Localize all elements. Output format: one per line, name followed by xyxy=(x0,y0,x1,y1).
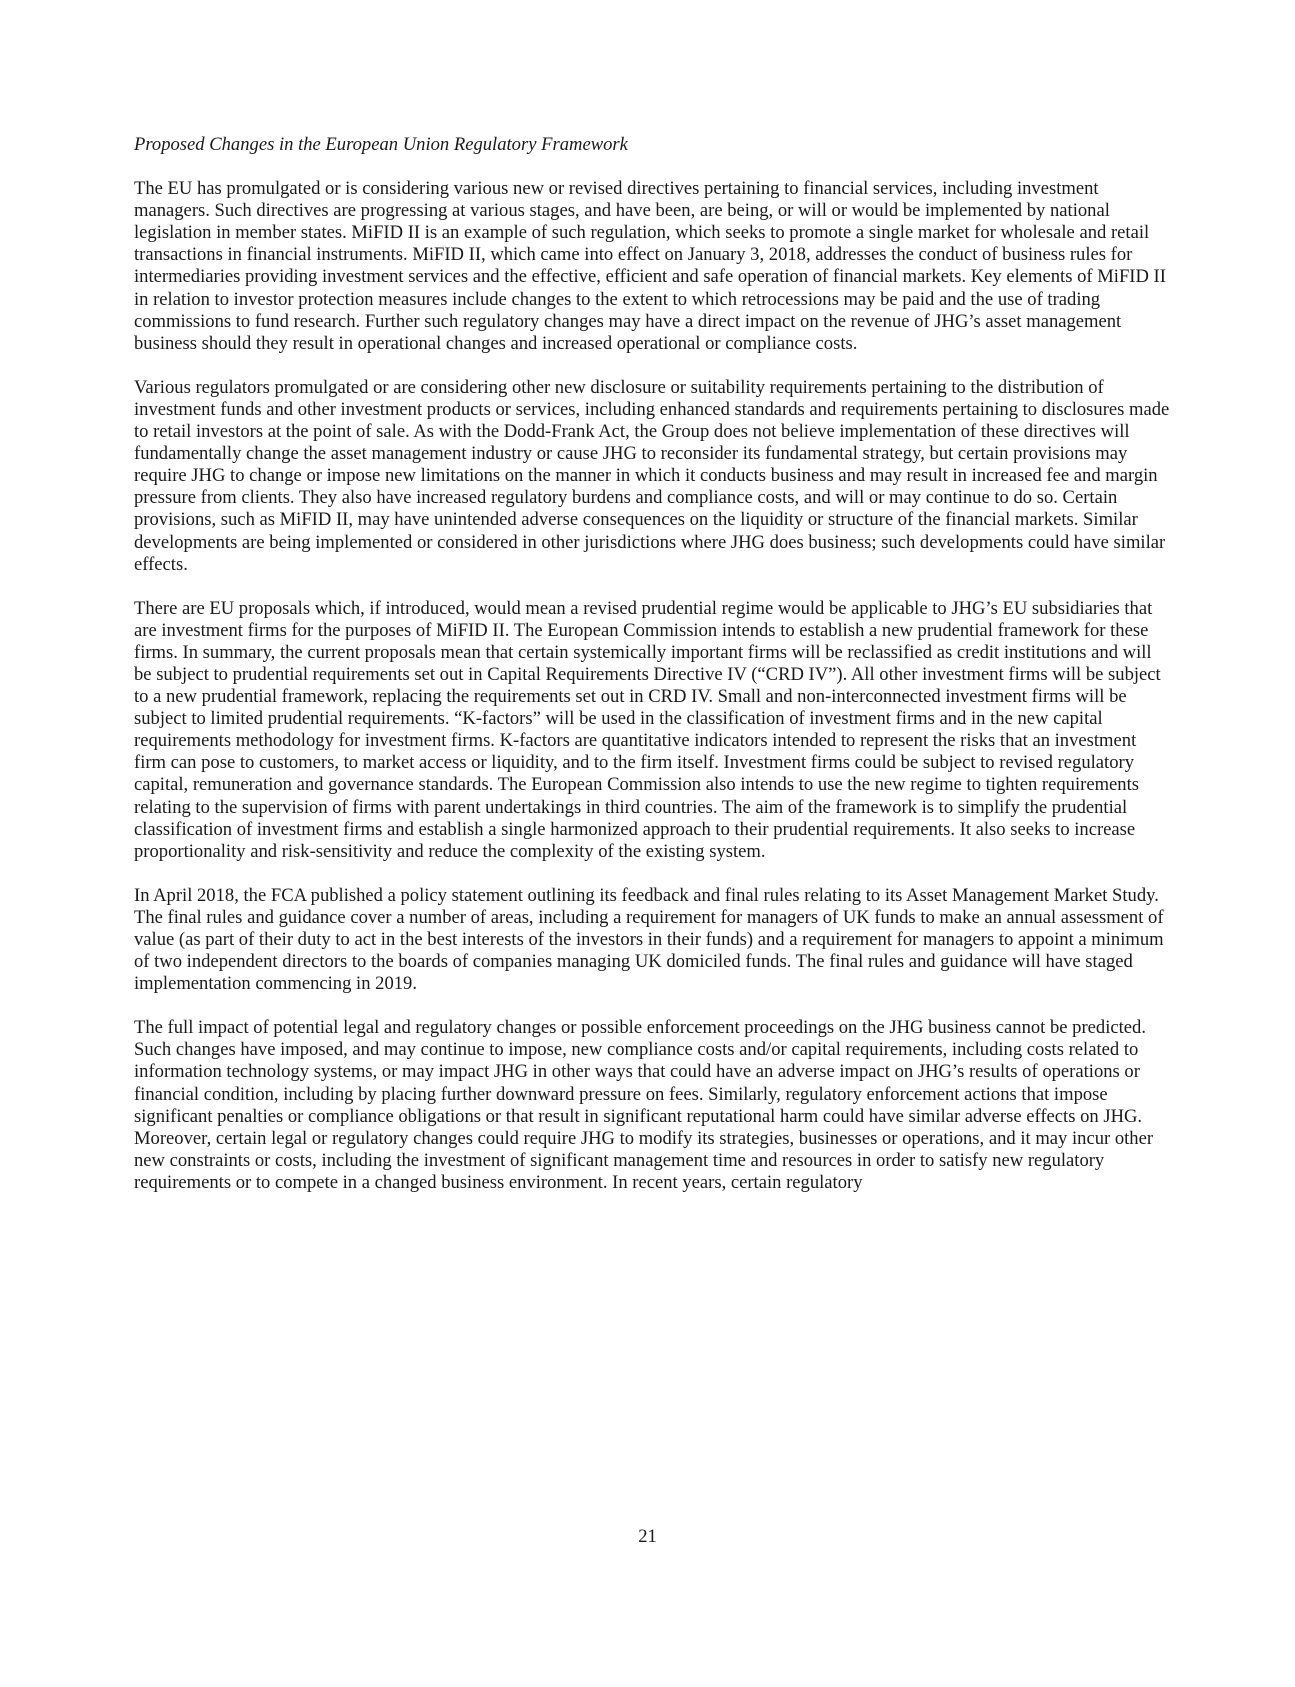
page-number: 21 xyxy=(638,1526,657,1547)
paragraph-prudential-regime: There are EU proposals which, if introduced, would mean a revised prudential regime would be applicable to JHG’s EU subsidiaries that are investment firms for the purposes of MiFID II. The European Commission intends to establish a new prudential framework for these firms. In summary, the current proposals mean that certain systemically important firms will be reclassified as credit institutions and will be subject to prudential requirements set out in Capital Requirements Directive IV (“CRD IV”). All other investment firms will be subject to a new prudential framework, replacing the requirements set out in CRD IV. Small and non-interconnected investment firms will be subject to limited prudential requirements. “K-factors” will be used in the classification of investment firms and in the new capital requirements methodology for investment firms. K-factors are quantitative indicators intended to represent the risks that an investment firm can pose to customers, to market access or liquidity, and to the firm itself. Investment firms could be subject to revised regulatory capital, remuneration and governance standards. The European Commission also intends to use the new regime to tighten requirements relating to the supervision of firms with parent undertakings in third countries. The aim of the framework is to simplify the prudential classification of investment firms and establish a single harmonized approach to their prudential requirements. It also seeks to increase proportionality and risk-sensitivity and reduce the complexity of the existing system. xyxy=(134,597,1161,862)
document-page xyxy=(134,134,1172,1216)
paragraph-disclosure-requirements: Various regulators promulgated or are considering other new disclosure or suitability requirements pertaining to the distribution of investment funds and other investment products or services, including enhanced standards and requirements pertaining to disclosures made to retail investors at the point of sale. As with the Dodd-Frank Act, the Group does not believe implementation of these directives will fundamentally change the asset management industry or cause JHG to reconsider its fundamental strategy, but certain provisions may require JHG to change or impose new limitations on the manner in which it conducts business and may result in increased fee and margin pressure from clients. They also have increased regulatory burdens and compliance costs, and will or may continue to do so. Certain provisions, such as MiFID II, may have unintended adverse consequences on the liquidity or structure of the financial markets. Similar developments are being implemented or considered in other jurisdictions where JHG does business; such developments could have similar effects. xyxy=(134,376,1170,575)
paragraph-eu-directives: The EU has promulgated or is considering various new or revised directives pertaining to financial services, including investment managers. Such directives are progressing at various stages, and have been, are being, or will or would be implemented by national legislation in member states. MiFID II is an example of such regulation, which seeks to promote a single market for wholesale and retail transactions in financial instruments. MiFID II, which came into effect on January 3, 2018, addresses the conduct of business rules for intermediaries providing investment services and the effective, efficient and safe operation of financial markets. Key elements of MiFID II in relation to investor protection measures include changes to the extent to which retrocessions may be paid and the use of trading commissions to fund research. Further such regulatory changes may have a direct impact on the revenue of JHG’s asset management business should they result in operational changes and increased operational or compliance costs. xyxy=(134,178,1166,354)
paragraph-regulatory-impact: The full impact of potential legal and regulatory changes or possible enforcement proceedings on the JHG business cannot be predicted. Such changes have imposed, and may continue to impose, new compliance costs and/or capital requirements, including costs related to information technology systems, or may impact JHG in other ways that could have an adverse impact on JHG’s results of operations or financial condition, including by placing further downward pressure on fees. Similarly, regulatory enforcement actions that impose significant penalties or compliance obligations or that result in significant reputational harm could have similar adverse effects on JHG. Moreover, certain legal or regulatory changes could require JHG to modify its strategies, businesses or operations, and it may incur other new constraints or costs, including the investment of significant management time and resources in order to satisfy new regulatory requirements or to compete in a changed business environment. In recent years, certain regulatory xyxy=(134,1017,1154,1193)
paragraph-fca-policy: In April 2018, the FCA published a policy statement outlining its feedback and final rules relating to its Asset Management Market Study. The final rules and guidance cover a number of areas, including a requirement for managers of UK funds to make an annual assessment of value (as part of their duty to act in the best interests of the investors in their funds) and a requirement for managers to appoint a minimum of two independent directors to the boards of companies managing UK domiciled funds. The final rules and guidance will have staged implementation commencing in 2019. xyxy=(134,884,1164,995)
section-heading: Proposed Changes in the European Union Regulatory Framework xyxy=(134,134,628,155)
